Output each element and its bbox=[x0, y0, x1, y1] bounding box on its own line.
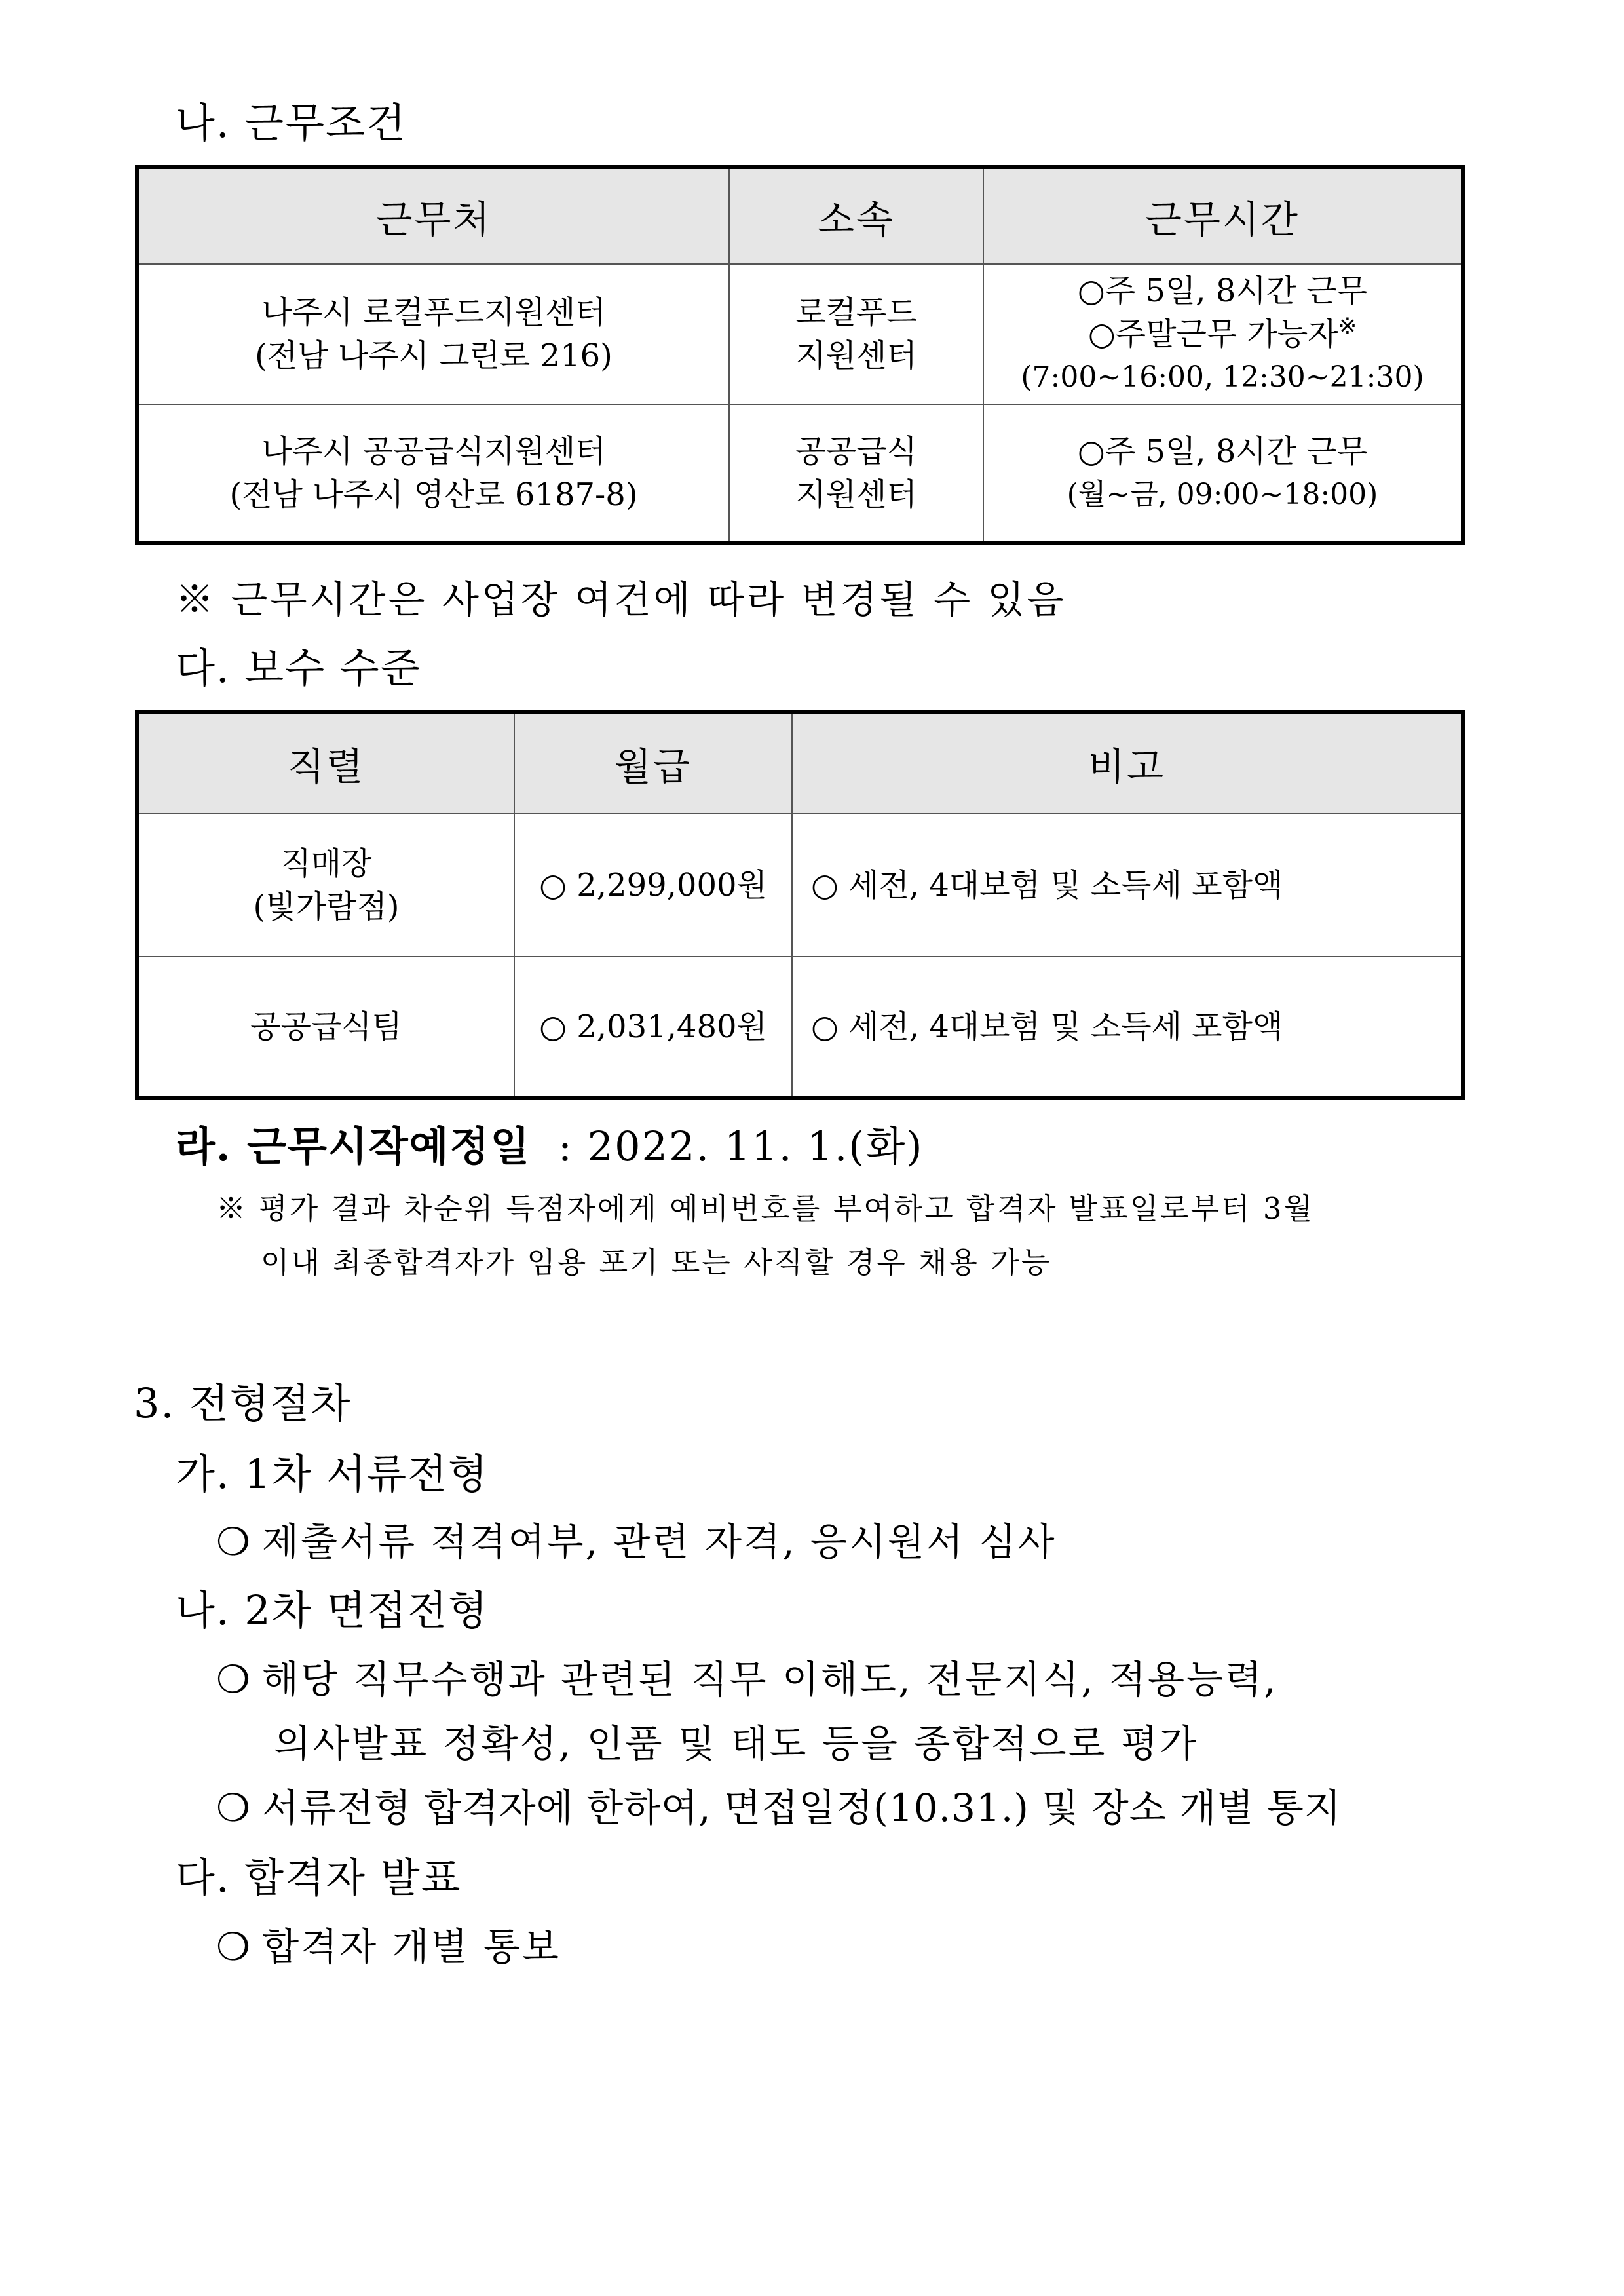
list-item bbox=[216, 1916, 561, 1971]
workplace-address: (전남 나주시 그린로 216) bbox=[255, 337, 613, 374]
header-monthly-pay: 월급 bbox=[514, 712, 792, 814]
bullet-icon: ❍ bbox=[216, 1924, 252, 1969]
header-workplace: 근무처 bbox=[137, 167, 729, 264]
department-cell bbox=[729, 264, 983, 404]
bullet-icon: ❍ bbox=[216, 1520, 252, 1564]
department-line: 로컬푸드 bbox=[795, 294, 917, 331]
reserve-note-line-2: 이내 최종합격자가 임용 포기 또는 사직할 경우 채용 가능 bbox=[261, 1245, 1052, 1280]
section-heading-salary: 다. 보수 수준 bbox=[176, 644, 421, 692]
department-line: 공공급식 bbox=[795, 433, 917, 470]
workplace-name: 나주시 공공급식지원센터 bbox=[261, 433, 606, 470]
list-item-text: 해당 직무수행과 관련된 직무 이해도, 전문지식, 적용능력, bbox=[262, 1657, 1278, 1702]
step-announcement: 다. 합격자 발표 bbox=[176, 1854, 462, 1902]
list-item bbox=[216, 1511, 1057, 1566]
table-row bbox=[137, 264, 1463, 404]
remarks-cell: ○ 세전, 4대보험 및 소득세 포함액 bbox=[792, 957, 1463, 1098]
header-work-hours: 근무시간 bbox=[983, 167, 1463, 264]
reserve-note-line-1: ※ 평가 결과 차순위 득점자에게 예비번호를 부여하고 합격자 발표일로부터 3월 bbox=[216, 1191, 1314, 1226]
start-date-line bbox=[176, 1114, 924, 1172]
header-remarks: 비고 bbox=[792, 712, 1463, 814]
table-row bbox=[137, 957, 1463, 1098]
department-line: 지원센터 bbox=[795, 476, 917, 513]
step-document-screening: 가. 1차 서류전형 bbox=[176, 1450, 489, 1498]
bullet-icon: ❍ bbox=[216, 1786, 251, 1830]
work-hours-line: (월~금, 09:00~18:00) bbox=[1067, 478, 1378, 511]
list-item-text: 제출서류 적격여부, 관련 자격, 응시원서 심사 bbox=[262, 1520, 1057, 1564]
work-conditions-table bbox=[135, 165, 1465, 545]
reference-mark: ※ bbox=[1338, 313, 1357, 339]
salary-table bbox=[135, 710, 1465, 1100]
workplace-cell bbox=[137, 404, 729, 543]
department-cell bbox=[729, 404, 983, 543]
list-item bbox=[216, 1777, 1342, 1832]
monthly-pay-cell: ○ 2,299,000원 bbox=[514, 814, 792, 957]
list-item-text: 서류전형 합격자에 한하여, 면접일정(10.31.) 및 장소 개별 통지 bbox=[262, 1786, 1342, 1830]
work-hours-cell bbox=[983, 264, 1463, 404]
table-row bbox=[137, 814, 1463, 957]
monthly-pay-cell: ○ 2,031,480원 bbox=[514, 957, 792, 1098]
list-item bbox=[216, 1649, 1278, 1704]
section-heading-selection-process: 3. 전형절차 bbox=[134, 1379, 352, 1427]
job-type-line: 공공급식팀 bbox=[250, 1008, 402, 1045]
step-interview: 나. 2차 면접전형 bbox=[176, 1586, 489, 1634]
weekend-availability: ○주말근무 가능자 bbox=[1087, 316, 1338, 353]
bullet-icon: ❍ bbox=[216, 1657, 252, 1702]
table-header-row bbox=[137, 712, 1463, 814]
work-hours-line: ○주 5일, 8시간 근무 bbox=[1077, 433, 1368, 470]
remarks-cell: ○ 세전, 4대보험 및 소득세 포함액 bbox=[792, 814, 1463, 957]
workplace-address: (전남 나주시 영산로 6187-8) bbox=[229, 476, 638, 513]
work-hours-cell bbox=[983, 404, 1463, 543]
work-hours-note: ※ 근무시간은 사업장 여건에 따라 변경될 수 있음 bbox=[176, 577, 1067, 622]
job-type-cell bbox=[137, 957, 514, 1098]
work-hours-line: (7:00~16:00, 12:30~21:30) bbox=[1021, 360, 1424, 394]
table-header-row bbox=[137, 167, 1463, 264]
work-hours-line bbox=[984, 313, 1461, 356]
header-job-type: 직렬 bbox=[137, 712, 514, 814]
workplace-cell bbox=[137, 264, 729, 404]
list-item-continuation: 의사발표 정확성, 인품 및 태도 등을 종합적으로 평가 bbox=[274, 1721, 1199, 1766]
workplace-name: 나주시 로컬푸드지원센터 bbox=[261, 294, 606, 331]
table-row bbox=[137, 404, 1463, 543]
start-date-label: 라. 근무시작예정일 bbox=[176, 1122, 531, 1170]
header-department: 소속 bbox=[729, 167, 983, 264]
list-item-text: 합격자 개별 통보 bbox=[262, 1924, 561, 1969]
job-type-cell bbox=[137, 814, 514, 957]
job-type-line: 직매장 bbox=[280, 845, 372, 882]
start-date-value: : 2022. 11. 1.(화) bbox=[558, 1122, 924, 1170]
section-heading-work-conditions: 나. 근무조건 bbox=[176, 99, 407, 147]
department-line: 지원센터 bbox=[795, 337, 917, 374]
job-type-line: (빛가람점) bbox=[253, 889, 400, 925]
work-hours-line: ○주 5일, 8시간 근무 bbox=[1077, 273, 1368, 309]
